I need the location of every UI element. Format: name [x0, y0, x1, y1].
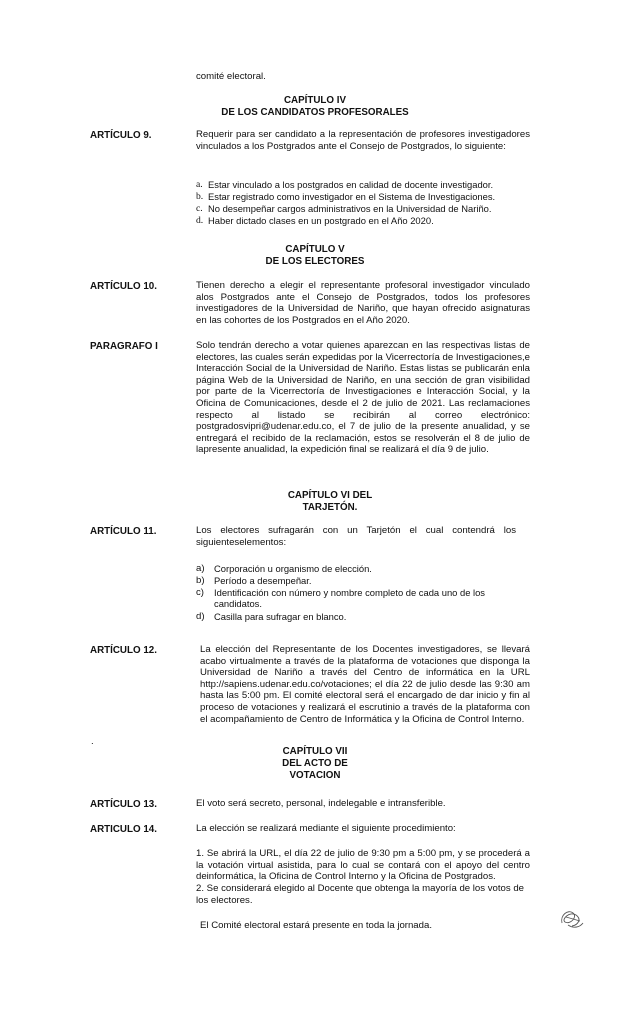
list-item — [196, 179, 536, 191]
paragraph-1-label: PARAGRAFO I — [90, 341, 158, 352]
list-item — [196, 575, 536, 587]
chapter-title: CAPÍTULO IV — [283, 95, 347, 106]
list-marker: b) — [196, 575, 205, 586]
list-item-text: Haber dictado clases en un postgrado en el Año 2020. — [208, 215, 434, 226]
chapter-title: CAPÍTULO VII — [282, 746, 348, 757]
article-12-text: La elección del Representante de los Docentes investigadores, se llevará acabo virtualmente a través de la plataforma de votaciones que disponga la Universidad de Nariño a través del Centro de informática en la URL http://sapiens.udenar.edu.co/votaciones; el día 22 de julio desde las 9:30 am hasta las 5:00 pm. El comité electoral será el encargado de dar inicio y fin al proceso de votaciones y realizará el escrutinio a través de la plataforma con el acompañamiento de Centro de Informática y la Oficina de Control Interno. — [200, 644, 530, 725]
list-item-text: Período a desempeñar. — [214, 575, 312, 586]
chapter-subtitle-2: VOTACION — [289, 769, 341, 781]
article-11-text: Los electores sufragarán con un Tarjetón el cual contendrá los siguienteselementos: — [196, 525, 516, 548]
article-14-text: La elección se realizará mediante el siguiente procedimiento: — [196, 823, 456, 834]
chapter-subtitle: DE LOS ELECTORES — [265, 255, 365, 267]
chapter-subtitle: TARJETÓN. — [302, 501, 358, 513]
article-14-label: ARTICULO 14. — [90, 824, 157, 835]
list-item-text: Casilla para sufragar en blanco. — [214, 611, 347, 622]
article-10-text: Tienen derecho a elegir el representante profesoral investigador vinculado alos Postgrados ante el Consejo de Postgrados, todos los profesores investigadores de la Universidad de Nariño, que hayan ofrecido asignaturas en las cohortes de los Postgrados en el Año 2020. — [196, 280, 530, 326]
closing-statement: El Comité electoral estará presente en toda la jornada. — [200, 920, 432, 931]
list-item — [196, 215, 536, 227]
article-13-label: ARTÍCULO 13. — [90, 799, 157, 810]
list-marker: a. — [196, 179, 203, 190]
chapter-5-heading — [150, 244, 480, 268]
list-item — [196, 611, 536, 623]
article-10-label: ARTÍCULO 10. — [90, 281, 157, 292]
list-item — [196, 587, 536, 611]
intro-fragment: comité electoral. — [196, 71, 266, 82]
list-item-text: No desempeñar cargos administrativos en la Universidad de Nariño. — [208, 203, 492, 214]
list-item-text: Estar registrado como investigador en el Sistema de Investigaciones. — [208, 191, 496, 202]
list-marker: c. — [196, 203, 203, 214]
list-item-text: Identificación con número y nombre completo de cada uno de los candidatos. — [214, 587, 485, 610]
list-item — [196, 203, 536, 215]
chapter-title: CAPÍTULO VI DEL — [287, 490, 373, 501]
stray-dot: . — [91, 736, 94, 747]
article-14-step-2: 2. Se considerará elegido al Docente que obtenga la mayoría de los votos de los electores. — [196, 883, 525, 906]
article-12-label: ARTÍCULO 12. — [90, 645, 157, 656]
article-9-list — [196, 179, 536, 227]
article-13-text: El voto será secreto, personal, indelegable e intransferible. — [196, 798, 446, 809]
list-marker: d) — [196, 611, 205, 622]
list-item-text: Estar vinculado a los postgrados en calidad de docente investigador. — [208, 179, 494, 190]
article-11-list — [196, 563, 536, 623]
list-marker: c) — [196, 587, 204, 598]
paragraph-1-text: Solo tendrán derecho a votar quienes aparezcan en las respectivas listas de electores, las cuales serán expedidas por la Vicerrectoría de Investigaciones,e Interacción Social de la Universidad de Nariño. Estas listas se publicarán enla página Web de la Universidad de Nariño, en una sección de gran visibilidad por parte de la Vicerrectoría de Investigaciones e Interacción Social, y la Oficina de Comunicaciones, desde el 2 de julio de 2021. Las reclamaciones respecto al listado se recibirán al correo electrónico: postgradosvipri@udenar.edu.co, el 7 de julio de la presente anualidad, y se entregará el recibido de la reclamación, estos se resolverán el 8 de julio de lapresente anualidad, la expedición final se realizará el día 9 de julio. — [196, 340, 530, 456]
article-14-step-1: 1. Se abrirá la URL, el día 22 de julio de 9:30 pm a 5:00 pm, y se procederá a la votación virtual asistida, para lo cual se contará con el apoyo del centro deinformática, la Oficina de Control Interno y la Oficina de Postgrados. — [196, 848, 530, 883]
article-9-label: ARTÍCULO 9. — [90, 130, 152, 141]
chapter-subtitle: DEL ACTO DE — [282, 757, 348, 769]
chapter-6-heading — [240, 490, 420, 514]
list-item — [196, 191, 536, 203]
list-marker: d. — [196, 215, 204, 226]
signature-initials — [556, 905, 586, 931]
article-11-label: ARTÍCULO 11. — [90, 526, 157, 537]
chapter-subtitle: DE LOS CANDIDATOS PROFESORALES — [221, 106, 409, 118]
list-marker: a) — [196, 563, 205, 574]
chapter-title: CAPÍTULO V — [285, 244, 345, 255]
list-marker: b. — [196, 191, 204, 202]
chapter-4-heading — [150, 95, 480, 119]
list-item-text: Corporación u organismo de elección. — [214, 563, 372, 574]
list-item — [196, 563, 536, 575]
chapter-7-heading — [240, 746, 390, 781]
article-9-text: Requerir para ser candidato a la representación de profesores investigadores vinculados a los Postgrados ante el Consejo de Postgrados, lo siguiente: — [196, 129, 530, 152]
